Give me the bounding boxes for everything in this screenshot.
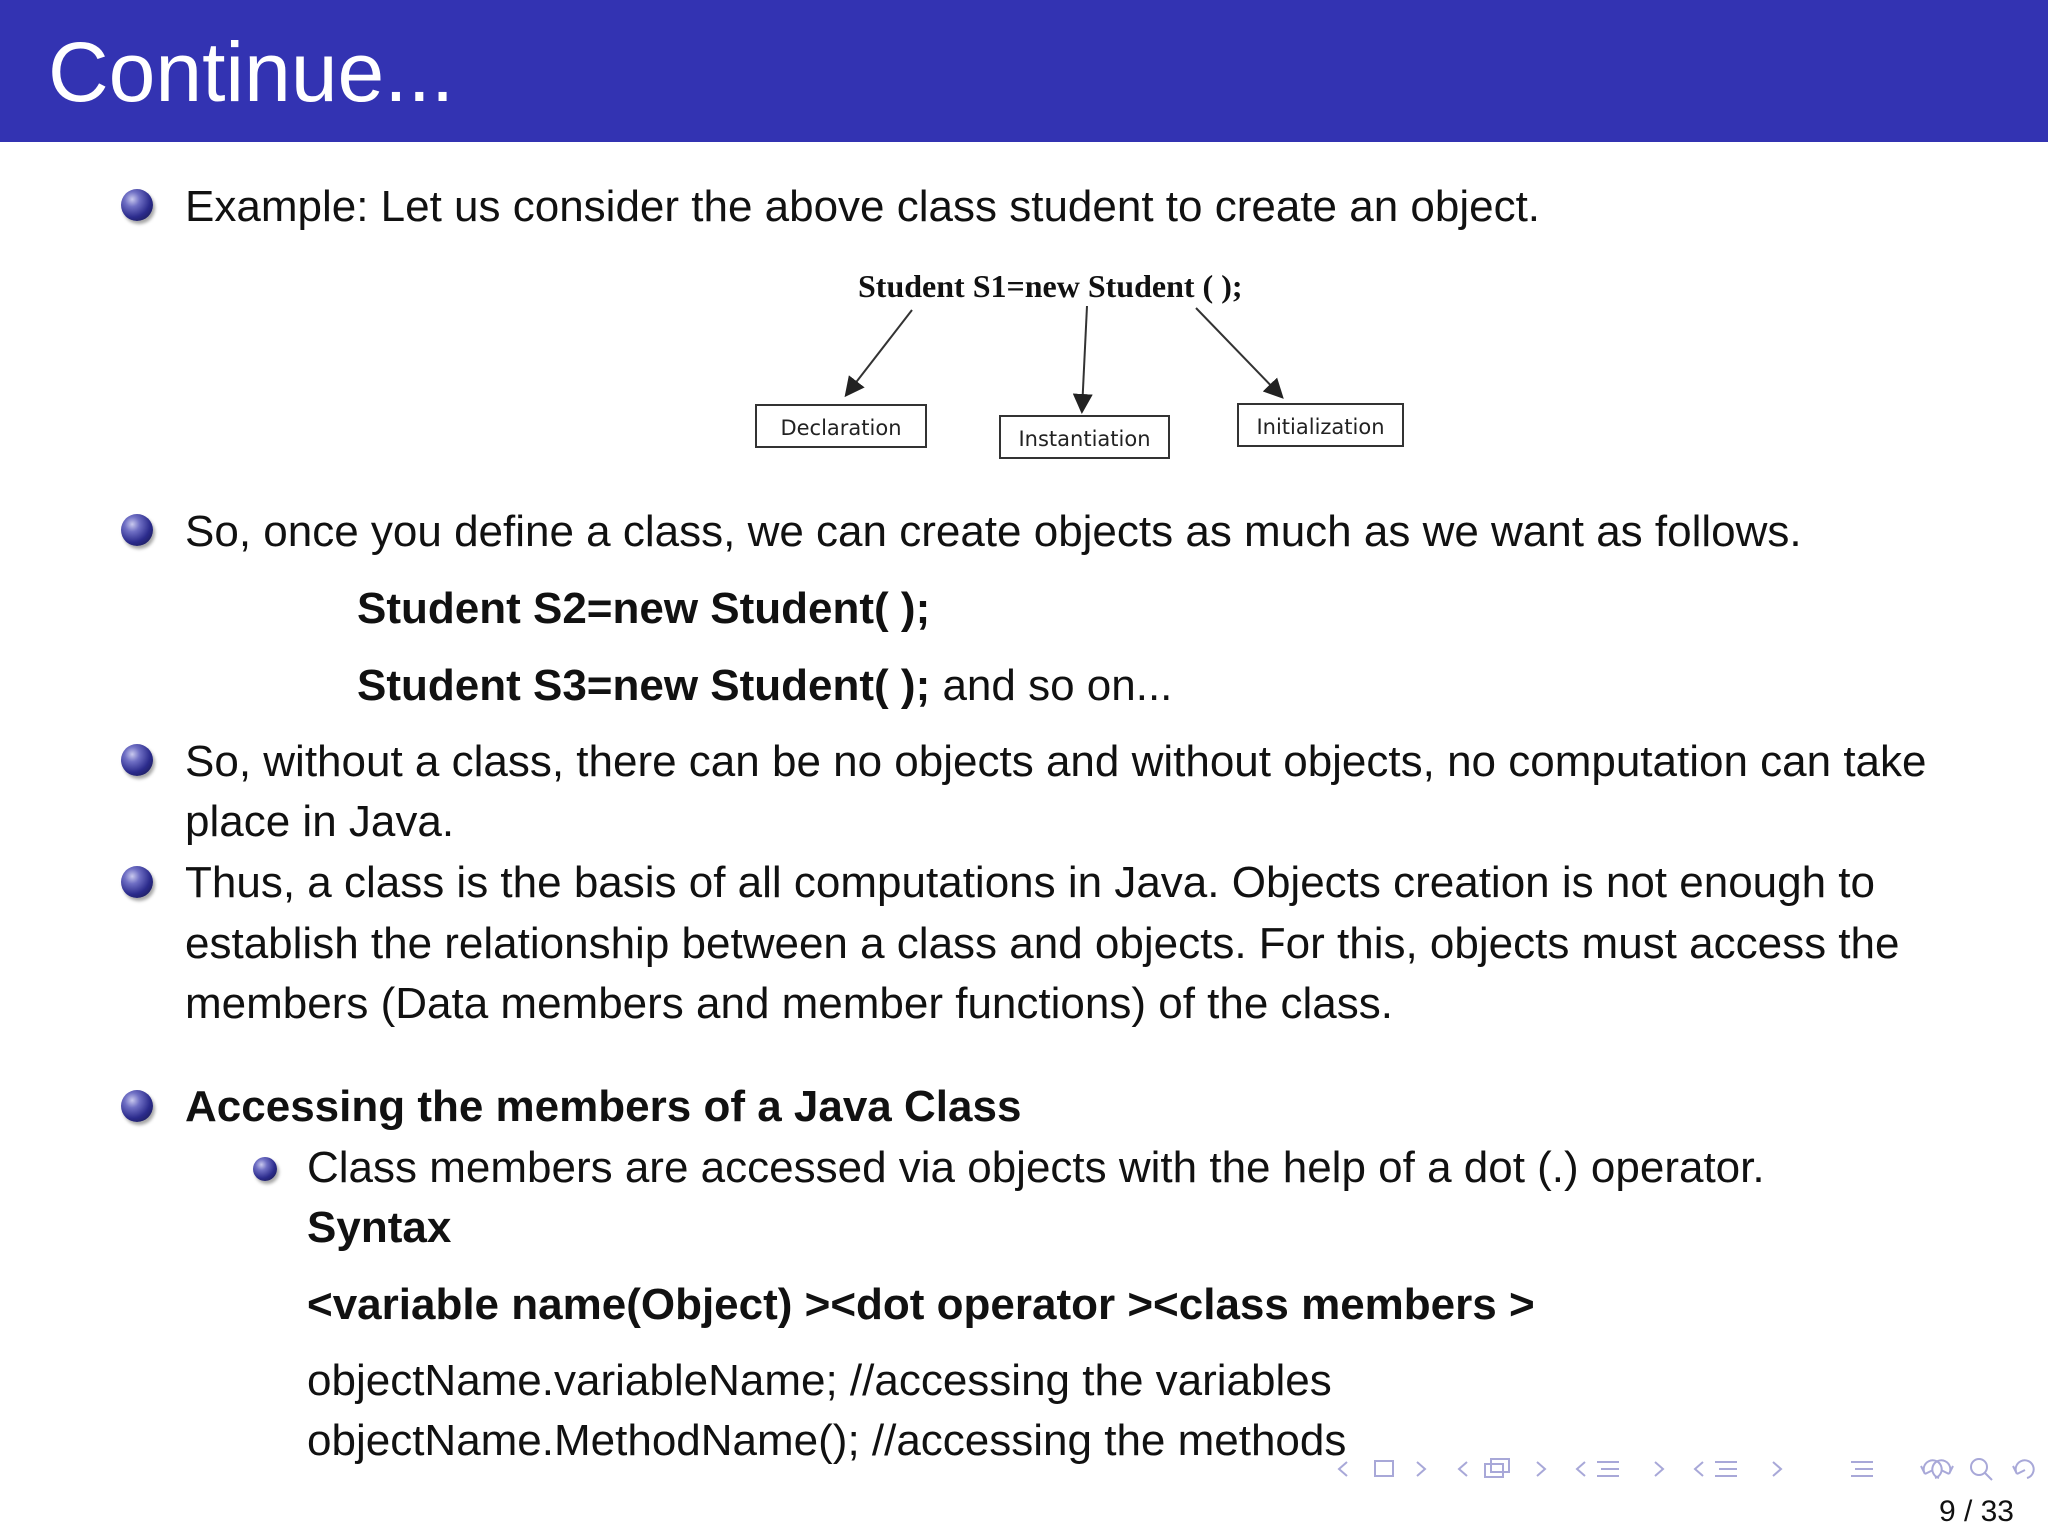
nav-next-slide-icon[interactable] bbox=[1417, 1462, 1425, 1476]
nav-prev-section-icon[interactable] bbox=[1695, 1462, 1703, 1476]
bullet-text-no-objects-2: place in Java. bbox=[185, 797, 455, 846]
page-number: 9 / 33 bbox=[1938, 1495, 2014, 1528]
code-s3-suffix: and so on... bbox=[930, 661, 1173, 710]
label-instantiation: Instantiation bbox=[999, 415, 1170, 459]
nav-next-frame-icon[interactable] bbox=[1537, 1462, 1545, 1476]
code-s2: Student S2=new Student( ); bbox=[357, 584, 931, 633]
nav-prev-slide-icon[interactable] bbox=[1339, 1462, 1347, 1476]
bullet-icon bbox=[121, 866, 153, 898]
sub-bullet-icon bbox=[253, 1157, 277, 1181]
bullet-text-example: Example: Let us consider the above class student to create an object. bbox=[185, 182, 1541, 231]
diagram-code: Student S1=new Student ( ); bbox=[858, 268, 1243, 304]
example-method-access: objectName.MethodName(); //accessing the methods bbox=[307, 1416, 1347, 1465]
syntax-label: Syntax bbox=[307, 1203, 452, 1252]
nav-document-icon[interactable] bbox=[1851, 1462, 1873, 1476]
syntax-line: <variable name(Object) ><dot operator ><class members > bbox=[307, 1280, 1535, 1329]
nav-next-section-icon[interactable] bbox=[1773, 1462, 1781, 1476]
code-s3: Student S3=new Student( ); bbox=[357, 661, 931, 710]
bullet-icon bbox=[121, 744, 153, 776]
arrow-initialization bbox=[1196, 308, 1281, 396]
bullet-text-basis-3: members (Data members and member functions) of the class. bbox=[185, 979, 1394, 1028]
arrow-instantiation bbox=[1082, 306, 1087, 410]
label-initialization: Initialization bbox=[1237, 403, 1404, 447]
section-heading-accessing-members: Accessing the members of a Java Class bbox=[185, 1082, 1022, 1131]
example-variable-access: objectName.variableName; //accessing the variables bbox=[307, 1356, 1332, 1405]
arrow-declaration bbox=[847, 310, 912, 394]
nav-slide-icon[interactable] bbox=[1375, 1461, 1393, 1476]
code-s3-line bbox=[357, 656, 1172, 716]
bullet-text-basis-1: Thus, a class is the basis of all computations in Java. Objects creation is not enough to bbox=[185, 858, 1876, 907]
nav-frame-icon[interactable] bbox=[1485, 1464, 1503, 1477]
nav-search-icon[interactable] bbox=[1971, 1459, 1987, 1475]
label-declaration: Declaration bbox=[755, 404, 927, 448]
bullet-icon bbox=[121, 1090, 153, 1122]
object-creation-diagram bbox=[740, 262, 1420, 472]
nav-prev-frame-icon[interactable] bbox=[1459, 1462, 1467, 1476]
bullet-text-basis-2: establish the relationship between a class and objects. For this, objects must access the bbox=[185, 919, 1900, 968]
beamer-navigation bbox=[1335, 1454, 2035, 1484]
nav-prev-subsection-icon[interactable] bbox=[1577, 1462, 1585, 1476]
nav-subsection-icon[interactable] bbox=[1597, 1462, 1619, 1476]
nav-next-subsection-icon[interactable] bbox=[1655, 1462, 1663, 1476]
nav-section-icon[interactable] bbox=[1715, 1462, 1737, 1476]
bullet-text-define-class: So, once you define a class, we can create objects as much as we want as follows. bbox=[185, 507, 1802, 556]
bullet-text-no-objects-1: So, without a class, there can be no objects and without objects, no computation can take bbox=[185, 737, 1927, 786]
bullet-icon bbox=[121, 189, 153, 221]
slide-title: Continue... bbox=[48, 25, 455, 119]
bullet-icon bbox=[121, 514, 153, 546]
sub-bullet-text-dot-operator: Class members are accessed via objects with the help of a dot (.) operator. bbox=[307, 1143, 1765, 1192]
